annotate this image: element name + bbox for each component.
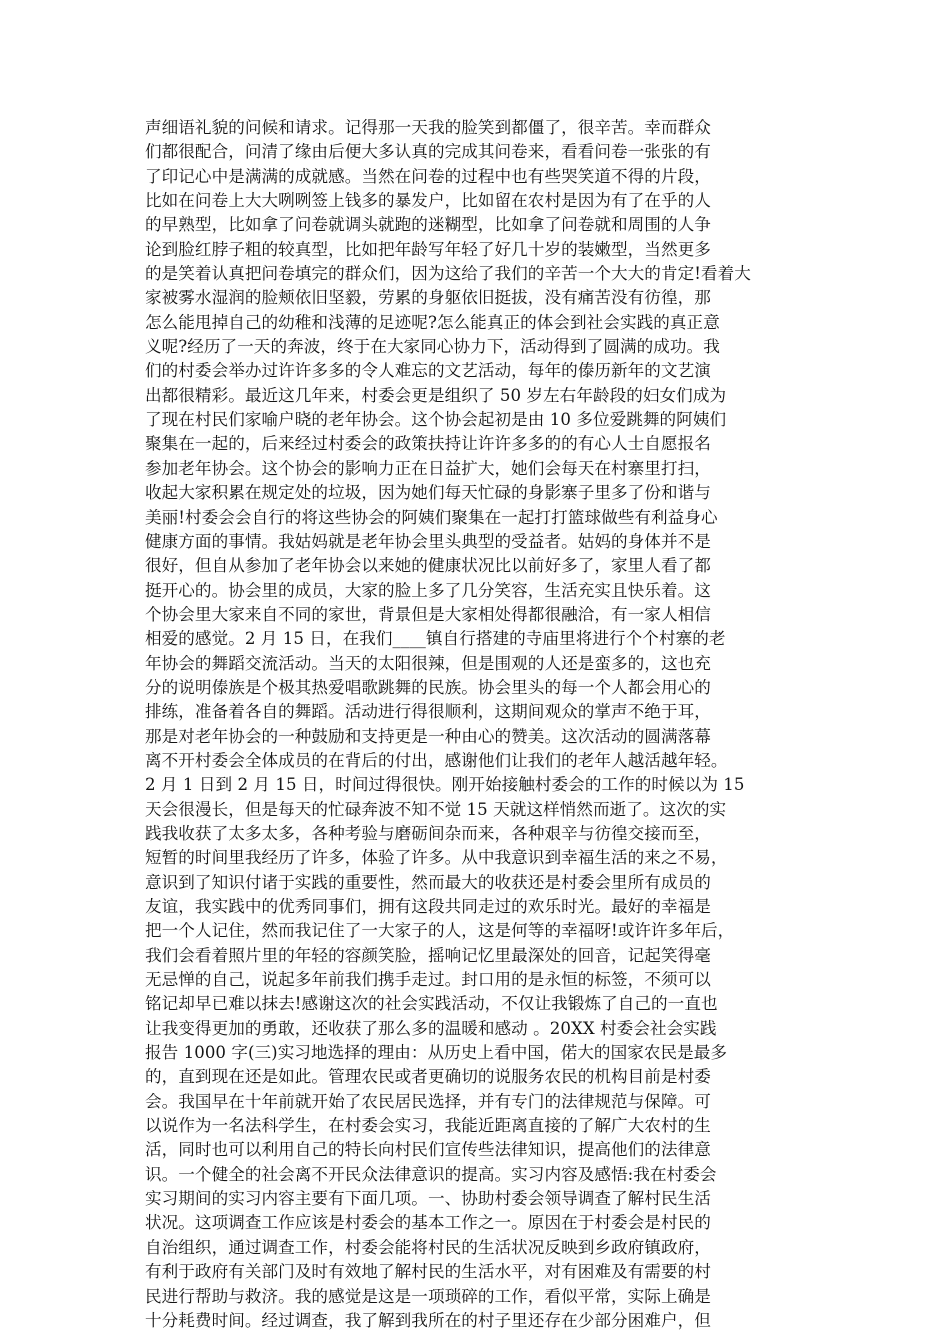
text-line: 挺开心的。协会里的成员，大家的脸上多了几分笑容，生活充实且快乐着。这 — [145, 580, 711, 600]
text-line: 怎么能甩掉自己的幼稚和浅薄的足迹呢?怎么能真正的体会到社会实践的真正意 — [145, 312, 720, 332]
body-text — [145, 116, 805, 1333]
text-line: 了印记心中是满满的成就感。当然在问卷的过程中也有些哭笑道不得的片段， — [145, 166, 711, 186]
text-line: 分的说明傣族是个极其热爱唱歌跳舞的民族。协会里头的每一个人都会用心的 — [145, 677, 711, 697]
text-line: 会。我国早在十年前就开始了农民居民选择，并有专门的法律规范与保障。可 — [145, 1091, 711, 1111]
text-line: 了现在村民们家喻户晓的老年协会。这个协会起初是由 10 多位爱跳舞的阿姨们 — [145, 410, 727, 430]
text-line: 义呢?经历了一天的奔波，终于在大家同心协力下，活动得到了圆满的成功。我 — [145, 337, 720, 357]
text-line: 们都很配合，问清了缘由后便大多认真的完成其问卷来，看看问卷一张张的有 — [145, 142, 711, 162]
text-line: 意识到了知识付诸于实践的重要性，然而最大的收获还是村委会里所有成员的 — [145, 872, 711, 892]
text-line: 民进行帮助与救济。我的感觉是这是一项琐碎的工作，看似平常，实际上确是 — [145, 1286, 711, 1306]
text-line: 自治组织，通过调查工作，村委会能将村民的生活状况反映到乡政府镇政府， — [145, 1237, 711, 1257]
text-line: 的，直到现在还是如此。管理农民或者更确切的说服务农民的机构目前是村委 — [145, 1067, 711, 1087]
text-line: 聚集在一起的，后来经过村委会的政策扶持让许许多多的的有心人士自愿报名 — [145, 434, 711, 454]
text-line: 天会很漫长，但是每天的忙碌奔波不知不觉 15 天就这样悄然而逝了。这次的实 — [145, 799, 727, 819]
text-line: 家被雾水湿润的脸颊依旧坚毅，劳累的身躯依旧挺拔，没有痛苦没有彷徨，那 — [145, 288, 711, 308]
text-line: 状况。这项调查工作应该是村委会的基本工作之一。原因在于村委会是村民的 — [145, 1213, 711, 1233]
text-line: 报告 1000 字(三)实习地选择的理由：从历史上看中国，偌大的国家农民是最多 — [145, 1043, 728, 1063]
text-line: 健康方面的事情。我姑妈就是老年协会里头典型的受益者。姑妈的身体并不是 — [145, 531, 711, 551]
text-line: 参加老年协会。这个协会的影响力正在日益扩大，她们会每天在村寨里打扫， — [145, 458, 711, 478]
text-line: 短暂的时间里我经历了许多，体验了许多。从中我意识到幸福生活的来之不易， — [145, 848, 728, 868]
text-line: 让我变得更加的勇敢，还收获了那么多的温暖和感动 。20XX 村委会社会实践 — [145, 1018, 717, 1038]
text-line: 活，同时也可以利用自己的特长向村民们宣传些法律知识，提高他们的法律意 — [145, 1140, 711, 1160]
text-line: 友谊，我实践中的优秀同事们，拥有这段共同走过的欢乐时光。最好的幸福是 — [145, 897, 711, 916]
text-line: 排练，准备着各自的舞蹈。活动进行得很顺利，这期间观众的掌声不绝于耳， — [145, 702, 711, 722]
text-line: 出都很精彩。最近这几年来，村委会更是组织了 50 岁左右年龄段的妇女们成为 — [145, 385, 727, 405]
text-line: 十分耗费时间。经过调查，我了解到我所在的村子里还存在少部分困难户，但 — [145, 1310, 711, 1330]
text-line: 相爱的感觉。2 月 15 日，在我们____镇自行搭建的寺庙里将进行个个村寨的老 — [145, 629, 726, 649]
text-line: 践我收获了太多太多，各种考验与磨砺间杂而来，各种艰辛与彷徨交接而至， — [145, 823, 711, 843]
text-line: 个协会里大家来自不同的家世，背景但是大家相处得都很融洽，有一家人相信 — [145, 604, 711, 624]
text-line: 无忌惮的自己，说起多年前我们携手走过。封口用的是永恒的标签，不须可以 — [145, 970, 711, 990]
text-line: 很好，但自从参加了老年协会以来她的健康状况比以前好多了，家里人看了都 — [145, 556, 711, 576]
text-line: 的早熟型，比如拿了问卷就调头就跑的迷糊型，比如拿了问卷就和周围的人争 — [145, 215, 711, 235]
text-line: 论到脸红脖子粗的较真型，比如把年龄写年轻了好几十岁的装嫩型，当然更多 — [145, 239, 711, 259]
text-line: 那是对老年协会的一种鼓励和支持更是一种由心的赞美。这次活动的圆满落幕 — [145, 726, 711, 746]
text-line: 们的村委会举办过许许多多的令人难忘的文艺活动，每年的傣历新年的文艺演 — [145, 361, 711, 381]
text-line: 以说作为一名法科学生，在村委会实习，我能近距离直接的了解广大农村的生 — [145, 1116, 711, 1136]
text-line: 有利于政府有关部门及时有效地了解村民的生活水平，对有困难及有需要的村 — [145, 1262, 711, 1282]
text-line: 2 月 1 日到 2 月 15 日，时间过得很快。刚开始接触村委会的工作的时候以为 15 — [145, 775, 745, 795]
text-line: 铭记却早已难以抹去!感谢这次的社会实践活动，不仅让我锻炼了自己的一直也 — [145, 994, 718, 1014]
text-line: 我们会看着照片里的年轻的容颜笑脸，摇响记忆里最深处的回音，记起笑得毫 — [145, 945, 711, 965]
text-line: 年协会的舞蹈交流活动。当天的太阳很辣，但是围观的人还是蛮多的，这也充 — [145, 653, 711, 673]
text-line: 的是笑着认真把问卷填完的群众们，因为这给了我们的辛苦一个大大的肯定!看着大 — [145, 264, 751, 284]
text-line: 识。一个健全的社会离不开民众法律意识的提高。实习内容及感悟:我在村委会 — [145, 1164, 717, 1184]
text-line: 美丽!村委会会自行的将这些协会的阿姨们聚集在一起打打篮球做些有利益身心 — [145, 507, 718, 527]
text-line: 把一个人记住，然而我记住了一大家子的人，这是何等的幸福呀!或许许多年后， — [145, 921, 735, 941]
text-line: 比如在问卷上大大咧咧签上钱多的暴发户，比如留在农村是因为有了在乎的人 — [145, 191, 711, 211]
text-line: 声细语礼貌的问候和请求。记得那一天我的脸笑到都僵了，很辛苦。幸而群众 — [145, 118, 711, 137]
text-line: 实习期间的实习内容主要有下面几项。一、协助村委会领导调查了解村民生活 — [145, 1189, 711, 1209]
text-line: 离不开村委会全体成员的在背后的付出，感谢他们让我们的老年人越活越年轻。 — [145, 750, 728, 770]
text-line: 收起大家积累在规定处的垃圾，因为她们每天忙碌的身影寨子里多了份和谐与 — [145, 483, 711, 503]
